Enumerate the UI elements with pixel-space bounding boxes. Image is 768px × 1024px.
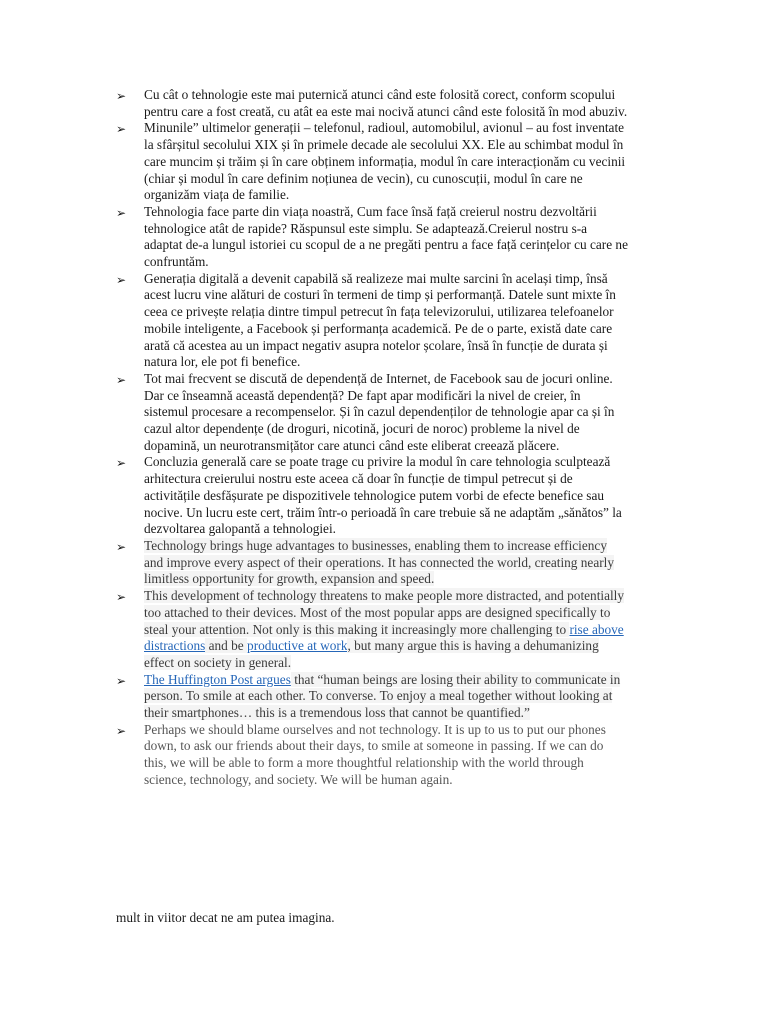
link-productive-at-work[interactable]: productive at work [247,638,348,654]
paragraph-text: Concluzia generală care se poate trage cu privire la modul în care tehnologia sculptează arhitectura creierului nostru este aceea că doar în funcție de timpul petrecut și de activitățile desfășurate pe dispozitivele tehnologice putem vorbi de efecte benefice sau nocive. Un lucru este cert, trăim într-o perioadă în care trebuie să ne adaptăm „sănătos” la dezvoltarea galopantă a tehnologiei. [144,454,622,537]
list-item [116,87,628,120]
arrow-bullet-icon: ➢ [116,590,127,605]
arrow-bullet-icon: ➢ [116,673,127,688]
paragraph-segment: Technology brings huge advantages to businesses, enabling them to increase efficiency and improve every aspect of their operations. It has connected the world, creating nearly limitless opportunity for growth, expansion and speed. [144,537,615,587]
arrow-bullet-icon: ➢ [116,122,127,137]
list-item [116,672,628,722]
list-item [116,588,628,672]
list-item [116,271,628,371]
paragraph-segment: , but many argue this is having a dehumanizing effect on society in general. [144,638,599,670]
link-huffington-post[interactable]: The Huffington Post argues [144,671,291,687]
trailing-text: mult in viitor decat ne am putea imagina. [116,910,335,925]
list-item [116,204,628,271]
paragraph-text [144,588,628,672]
list-item [116,722,628,789]
list-item [116,371,628,455]
paragraph-text: Tot mai frecvent se discută de dependență de Internet, de Facebook sau de jocuri online. Dar ce înseamnă această dependență? De fapt apar modificări la nivel de creier, în sistemul procesare a recompenselor. Și în cazul dependenților de tehnologie apar ca și în cazul altor dependențe (de droguri, nicotină, jocuri de noroc) probleme la nivel de dopamină, un neurotransmițător care atunci când este eliberat creează plăcere. [144,370,615,453]
paragraph-text [144,538,628,588]
paragraph-segment: and be [205,638,248,654]
paragraph-text [144,672,628,722]
paragraph-text: Cu cât o tehnologie este mai puternică atunci când este folosită corect, conform scopului pentru care a fost creată, cu atât ea este mai nocivă atunci când este folosită în mod abuziv. [144,87,628,119]
list-item [116,538,628,588]
link-rise-above-distractions[interactable]: rise above distractions [144,621,624,654]
arrow-bullet-icon: ➢ [116,372,127,387]
arrow-bullet-icon: ➢ [116,539,127,554]
arrow-bullet-icon: ➢ [116,272,127,287]
paragraph-text: Generația digitală a devenit capabilă să realizeze mai multe sarcini în același timp, însă acest lucru vine alături de costuri în termeni de timp și performanță. Datele sunt mixte în ceea ce privește relația dintre timpul petrecut în fața televizorului, utilizarea telefoanelor mobile inteligente, a Facebook și performanța academică. Pe de o parte, există date care arată că acestea au un impact negativ asupra notelor școlare, însă în funcție de durata și natura lor, ele pot fi benefice. [144,270,616,370]
paragraph-segment: This development of technology threatens to make people more distracted, and potentially too attached to their devices. Most of the most popular apps are designed specifically to steal your attention. Not only is this making it increasingly more challenging to [144,588,625,637]
arrow-bullet-icon: ➢ [116,205,127,220]
list-item [116,120,628,204]
arrow-bullet-icon: ➢ [116,89,127,103]
paragraph-text: Perhaps we should blame ourselves and not technology. It is up to us to put our phones down, to ask our friends about their days, to smile at someone in passing. If we can do this, we will be able to form a more thoughtful relationship with the world through science, technology, and society. We will be human again. [144,721,606,787]
bullet-list [116,87,628,789]
paragraph-text: Minunile” ultimelor generații – telefonul, radioul, automobilul, avionul – au fost inventate la sfârșitul secolului XIX și în primele decade ale secolului XX. Ele au schimbat modul în care muncim și trăim și în care obținem informația, modul în care interacționăm cu vecinii (chiar și modul în care definim noțiunea de vecin), cu cunoscuții, modul în care ne organizăm viața de familie. [144,120,626,203]
arrow-bullet-icon: ➢ [116,456,127,471]
list-item [116,454,628,538]
paragraph-segment: that “human beings are losing their ability to communicate in person. To smile at each other. To converse. To enjoy a meal together without looking at their smartphones… this is a tremendous loss that cannot be quantified.” [144,671,621,721]
arrow-bullet-icon: ➢ [116,723,127,738]
paragraph-text: Tehnologia face parte din viața noastră, Cum face însă față creierul nostru dezvoltării tehnologice atât de rapide? Răspunsul este simplu. Se adaptează.Creierul nostru s-a adaptat de-a lungul istoriei cu scopul de a ne pregăti pentru a face față cerințelor cu care ne confruntăm. [144,203,628,270]
